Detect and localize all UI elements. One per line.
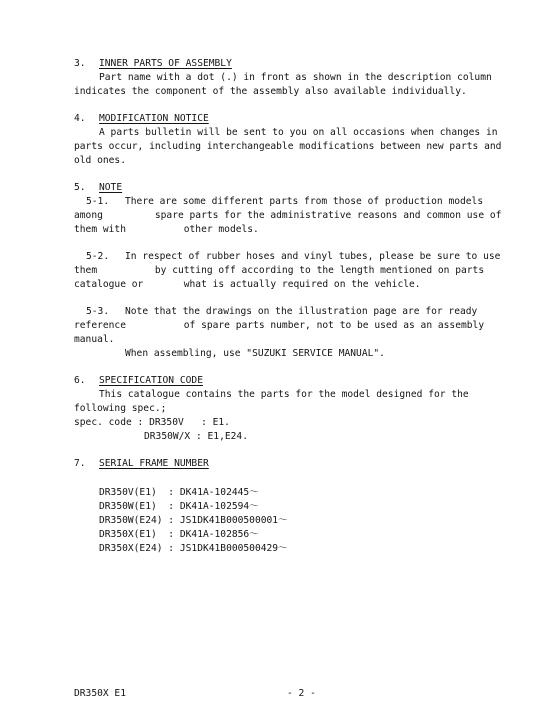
- section-4-number: 4.: [74, 113, 86, 124]
- section-3-line-1: Part name with a dot (.) in front as shown in the description column: [99, 72, 492, 83]
- serial-row: DR350W(E24) : JS1DK41B000500001～: [99, 515, 288, 526]
- note-5-3-number: 5-3.: [86, 306, 110, 317]
- assembly-note: When assembling, use "SUZUKI SERVICE MANUAL".: [125, 348, 385, 359]
- section-7-heading: SERIAL FRAME NUMBER: [99, 458, 209, 469]
- note-5-2-line-1: In respect of rubber hoses and vinyl tubes, please be sure to use: [125, 251, 501, 262]
- note-5-3-line-3: manual.: [74, 334, 115, 345]
- section-6-line-1: This catalogue contains the parts for the model designed for the: [99, 389, 469, 400]
- note-5-1-number: 5-1.: [86, 196, 110, 207]
- note-5-1-line-3: them with other models.: [74, 224, 259, 235]
- section-3-line-2: indicates the component of the assembly also available individually.: [74, 86, 467, 97]
- section-5-number: 5.: [74, 182, 86, 193]
- section-3-number: 3.: [74, 58, 86, 69]
- spec-code-line-1: spec. code : DR350V : E1.: [74, 417, 230, 428]
- section-5-heading: NOTE: [99, 182, 123, 193]
- serial-row: DR350X(E24) : JS1DK41B000500429～: [99, 543, 288, 554]
- footer-model: DR350X E1: [74, 688, 126, 699]
- note-5-2-line-3: catalogue or what is actually required on the vehicle.: [74, 279, 421, 290]
- section-4-heading: MODIFICATION NOTICE: [99, 113, 209, 124]
- note-5-1-line-2: among spare parts for the administrative reasons and common use of: [74, 210, 502, 221]
- note-5-2-number: 5-2.: [86, 251, 110, 262]
- note-5-3-line-1: Note that the drawings on the illustration page are for ready: [125, 306, 478, 317]
- note-5-1-line-1: There are some different parts from those of production models: [125, 196, 484, 207]
- note-5-3-line-2: reference of spare parts number, not to be used as an assembly: [74, 320, 485, 331]
- note-5-2-line-2: them by cutting off according to the length mentioned on parts: [74, 265, 485, 276]
- serial-row: DR350V(E1) : DK41A-102445～: [99, 487, 259, 498]
- spec-code-line-2: DR350W/X : E1,E24.: [144, 431, 248, 442]
- serial-row: DR350W(E1) : DK41A-102594～: [99, 501, 259, 512]
- section-3-heading: INNER PARTS OF ASSEMBLY: [99, 58, 232, 69]
- section-6-heading: SPECIFICATION CODE: [99, 375, 203, 386]
- section-4-line-1: A parts bulletin will be sent to you on all occasions when changes in: [99, 127, 498, 138]
- section-6-number: 6.: [74, 375, 86, 386]
- section-7-number: 7.: [74, 458, 86, 469]
- section-4-line-3: old ones.: [74, 155, 126, 166]
- section-6-line-2: following spec.;: [74, 403, 167, 414]
- footer-page-number: - 2 -: [287, 688, 316, 699]
- serial-row: DR350X(E1) : DK41A-102856～: [99, 529, 259, 540]
- section-4-line-2: parts occur, including interchangeable modifications between new parts and: [74, 141, 502, 152]
